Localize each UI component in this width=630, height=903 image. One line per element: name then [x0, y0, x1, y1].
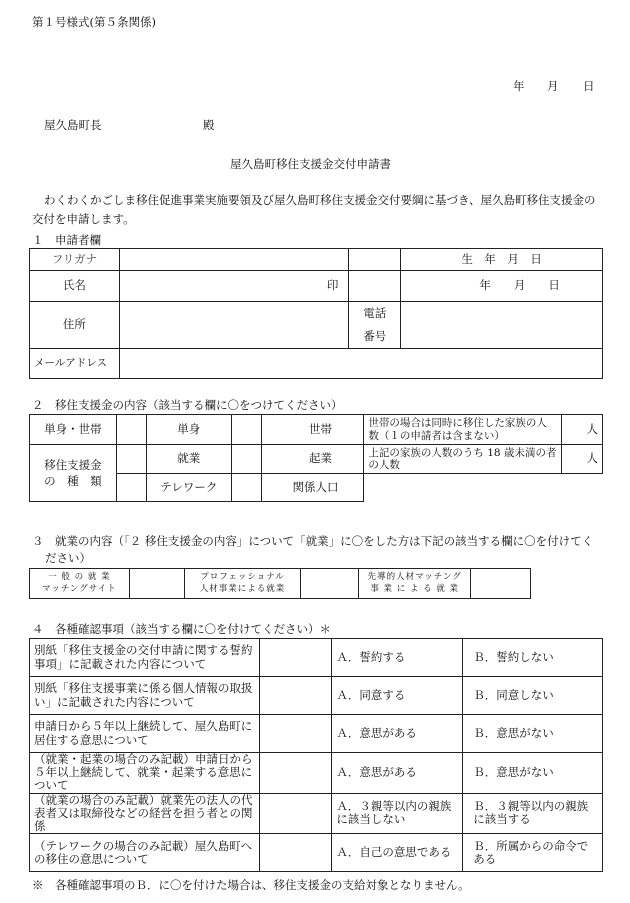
footnote: ※ 各種確認事項のＢ．に〇を付けた場合は、移住支援金の支給対象となりません。	[32, 878, 470, 892]
confirm-option-b[interactable]: Ｂ．３親等以内の親族に該当する	[463, 793, 603, 834]
blank-cell-2	[562, 474, 603, 502]
confirm-option-b[interactable]: Ｂ．誓約しない	[463, 639, 603, 677]
blank-cell-1	[364, 474, 562, 502]
person-unit-1: 人	[586, 421, 598, 436]
person-unit-2: 人	[586, 451, 598, 466]
date-year: 年	[513, 79, 525, 93]
related-check[interactable]	[231, 474, 261, 502]
birthdate-field[interactable]: 年 月 日	[401, 271, 603, 302]
furigana-spacer	[349, 249, 401, 271]
page-title: 屋久島町移住支援金交付申請書	[230, 157, 391, 171]
employment-check[interactable]	[116, 445, 146, 474]
single-label: 単身	[146, 415, 231, 445]
furigana-label: フリガナ	[30, 249, 120, 271]
confirm-question: 別紙「移住支援金の交付申請に関する誓約事項」に記載された内容について	[30, 639, 260, 677]
phone-field[interactable]	[401, 302, 603, 349]
type-label: 移住支援金 の 種 類	[30, 445, 117, 502]
confirm-a-check[interactable]	[259, 753, 332, 794]
confirm-option-b[interactable]: Ｂ．同意しない	[463, 677, 603, 715]
household-note: 世帯の場合は同時に移住した家族の人数（１の申請者は含まない）	[364, 415, 562, 445]
confirm-a-check[interactable]	[259, 677, 332, 715]
confirm-option-a[interactable]: Ａ．自己の意思である	[332, 834, 463, 872]
date-day: 日	[583, 79, 595, 93]
under18-count-field[interactable]	[562, 445, 603, 474]
section3-heading-line2: ださい）	[45, 551, 91, 565]
date-month: 月	[547, 79, 559, 93]
intro-line1: わくわくかごしま移住促進事業実施要領及び屋久島町移住支援金交付要綱に基づき、屋久島町移住支援金の	[44, 193, 596, 207]
advanced-matching-label: 先導的人材マッチング 事 業 に よ る 就 業	[359, 569, 471, 599]
general-matching-check[interactable]	[129, 569, 184, 599]
email-field[interactable]	[119, 349, 602, 379]
name-spacer	[349, 271, 401, 302]
confirm-question: （就業・起業の場合のみ記載）申請日から５年以上継続して、就業・起業する意思について	[30, 753, 260, 794]
related-label: 関係人口	[261, 474, 364, 502]
professional-label: プロフェッショナル 人材事業による就業	[184, 569, 301, 599]
unit-label: 単身・世帯	[30, 415, 117, 445]
confirm-option-b[interactable]: Ｂ．意思がない	[463, 715, 603, 753]
confirm-question: （テレワークの場合のみ記載）屋久島町への移住の意思について	[30, 834, 260, 872]
subsidy-table	[29, 414, 603, 502]
section3-heading-line1: ３ 就業の内容（「２ 移住支援金の内容」について「就業」に〇をした方は下記の該当する欄に〇を付けてく	[32, 534, 594, 548]
household-count-field[interactable]	[562, 415, 603, 445]
confirm-option-b[interactable]: Ｂ．意思がない	[463, 753, 603, 794]
email-label: メールアドレス	[30, 349, 120, 379]
confirmation-table	[29, 638, 603, 872]
addressee-name: 屋久島町長	[44, 118, 102, 132]
section4-heading: ４ 各種確認事項（該当する欄に〇を付けてください）＊	[32, 622, 331, 636]
professional-check[interactable]	[301, 569, 359, 599]
confirm-option-a[interactable]: Ａ．意思がある	[332, 753, 463, 794]
intro-line2: 交付を申請します。	[32, 212, 135, 226]
startup-label: 起業	[261, 445, 364, 474]
confirm-question: （就業の場合のみ記載）就業先の法人の代表者又は取締役などの経営を担う者との関係	[30, 793, 260, 834]
confirm-a-check[interactable]	[259, 639, 332, 677]
birthdate-label: 生 年 月 日	[401, 249, 603, 271]
confirm-a-check[interactable]	[259, 793, 332, 834]
employment-label: 就業	[146, 445, 231, 474]
name-label: 氏名	[30, 271, 120, 302]
section2-heading: ２ 移住支援金の内容（該当する欄に〇をつけてください）	[32, 398, 343, 412]
confirm-option-a[interactable]: Ａ．意思がある	[332, 715, 463, 753]
confirm-option-b[interactable]: Ｂ．所属からの命令である	[463, 834, 603, 872]
applicant-table	[29, 248, 603, 379]
confirm-option-a[interactable]: Ａ．同意する	[332, 677, 463, 715]
under18-note: 上記の家族の人数のうち 18 歳未満の者の人数	[364, 445, 562, 474]
telework-label: テレワーク	[146, 474, 231, 502]
confirm-a-check[interactable]	[259, 834, 332, 872]
confirm-option-a[interactable]: Ａ．３親等以内の親族に該当しない	[332, 793, 463, 834]
addressee-honorific: 殿	[203, 118, 215, 132]
address-field[interactable]	[119, 302, 349, 349]
form-number: 第１号様式(第５条関係)	[32, 15, 156, 29]
confirm-option-a[interactable]: Ａ．誓約する	[332, 639, 463, 677]
confirm-question: 申請日から５年以上継続して、屋久島町に居住する意思について	[30, 715, 260, 753]
household-label: 世帯	[261, 415, 364, 445]
section1-heading: １ 申請者欄	[32, 233, 101, 247]
startup-check[interactable]	[231, 445, 261, 474]
confirm-question: 別紙「移住支援事業に係る個人情報の取扱い」に記載された内容について	[30, 677, 260, 715]
employment-type-table	[29, 568, 531, 599]
phone-label: 電話 番号	[349, 302, 401, 349]
furigana-field[interactable]	[119, 249, 349, 271]
telework-check[interactable]	[116, 474, 146, 502]
single-check[interactable]	[116, 415, 146, 445]
advanced-matching-check[interactable]	[471, 569, 531, 599]
household-check[interactable]	[231, 415, 261, 445]
seal-mark: 印	[119, 271, 349, 302]
confirm-a-check[interactable]	[259, 715, 332, 753]
address-label: 住所	[30, 302, 120, 349]
general-matching-label: 一 般 の 就 業 マッチングサイト	[30, 569, 130, 599]
